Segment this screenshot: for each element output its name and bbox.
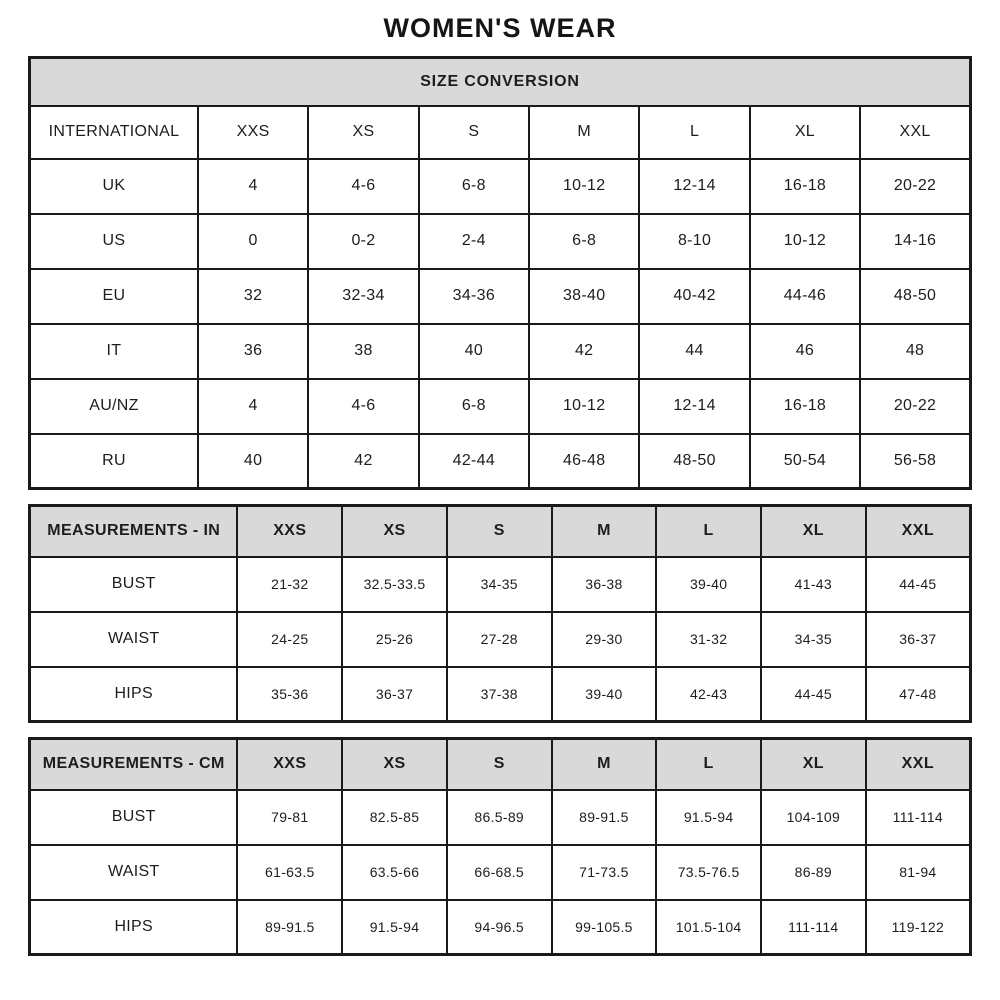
column-header-row	[30, 506, 971, 557]
size-value: 20-22	[860, 159, 970, 214]
row-label: WAIST	[30, 612, 238, 667]
size-value: 73.5-76.5	[656, 845, 761, 900]
size-value: 40	[419, 324, 529, 379]
size-value: 32-34	[308, 269, 418, 324]
size-value: 42	[308, 434, 418, 489]
size-value: 10-12	[529, 159, 639, 214]
size-value: 0-2	[308, 214, 418, 269]
row-label: AU/NZ	[30, 379, 198, 434]
row-label: BUST	[30, 557, 238, 612]
column-header: S	[447, 506, 552, 557]
column-header: S	[447, 739, 552, 790]
column-header: M	[552, 506, 657, 557]
size-value: 50-54	[750, 434, 860, 489]
row-label: IT	[30, 324, 198, 379]
column-header: XXL	[860, 106, 970, 159]
column-header: XL	[761, 739, 866, 790]
column-header: XXS	[237, 739, 342, 790]
size-value: 36-37	[342, 667, 447, 722]
table-row	[30, 790, 971, 845]
column-header: MEASUREMENTS - IN	[30, 506, 238, 557]
row-label: BUST	[30, 790, 238, 845]
column-header: MEASUREMENTS - CM	[30, 739, 238, 790]
table-row	[30, 324, 971, 379]
column-header: XXL	[866, 739, 971, 790]
size-value: 6-8	[529, 214, 639, 269]
size-value: 44-45	[866, 557, 971, 612]
row-label: WAIST	[30, 845, 238, 900]
size-conversion-table	[28, 56, 972, 490]
measurements-in-table	[28, 504, 972, 723]
size-value: 39-40	[656, 557, 761, 612]
size-value: 6-8	[419, 159, 529, 214]
size-value: 81-94	[866, 845, 971, 900]
size-value: 111-114	[761, 900, 866, 955]
size-value: 24-25	[237, 612, 342, 667]
size-value: 89-91.5	[237, 900, 342, 955]
column-header: XS	[308, 106, 418, 159]
column-header: XXS	[237, 506, 342, 557]
size-value: 20-22	[860, 379, 970, 434]
table-row	[30, 667, 971, 722]
table-row	[30, 159, 971, 214]
size-value: 47-48	[866, 667, 971, 722]
measurements-cm-table	[28, 737, 972, 956]
size-value: 16-18	[750, 159, 860, 214]
table-row	[30, 612, 971, 667]
table-row	[30, 379, 971, 434]
size-value: 8-10	[639, 214, 749, 269]
size-value: 48	[860, 324, 970, 379]
size-value: 91.5-94	[342, 900, 447, 955]
size-value: 119-122	[866, 900, 971, 955]
size-value: 89-91.5	[552, 790, 657, 845]
size-value: 39-40	[552, 667, 657, 722]
page-title: WOMEN'S WEAR	[383, 13, 617, 43]
column-header: L	[639, 106, 749, 159]
size-value: 44-45	[761, 667, 866, 722]
size-value: 86-89	[761, 845, 866, 900]
table-row	[30, 900, 971, 955]
size-value: 21-32	[237, 557, 342, 612]
size-value: 12-14	[639, 159, 749, 214]
size-value: 10-12	[529, 379, 639, 434]
size-value: 66-68.5	[447, 845, 552, 900]
size-value: 46	[750, 324, 860, 379]
size-value: 10-12	[750, 214, 860, 269]
row-label: US	[30, 214, 198, 269]
column-header: M	[552, 739, 657, 790]
size-value: 34-36	[419, 269, 529, 324]
size-value: 29-30	[552, 612, 657, 667]
row-label: UK	[30, 159, 198, 214]
size-value: 25-26	[342, 612, 447, 667]
size-value: 14-16	[860, 214, 970, 269]
column-header: M	[529, 106, 639, 159]
size-value: 0	[198, 214, 308, 269]
size-value: 38-40	[529, 269, 639, 324]
size-value: 86.5-89	[447, 790, 552, 845]
size-value: 104-109	[761, 790, 866, 845]
table-row	[30, 434, 971, 489]
column-header: S	[419, 106, 529, 159]
size-value: 4	[198, 159, 308, 214]
size-value: 40	[198, 434, 308, 489]
table-banner: SIZE CONVERSION	[30, 58, 971, 106]
size-value: 44-46	[750, 269, 860, 324]
row-label: HIPS	[30, 900, 238, 955]
size-value: 63.5-66	[342, 845, 447, 900]
size-value: 61-63.5	[237, 845, 342, 900]
size-value: 48-50	[860, 269, 970, 324]
column-header: XL	[750, 106, 860, 159]
table-row	[30, 845, 971, 900]
column-header: XL	[761, 506, 866, 557]
column-header-row	[30, 106, 971, 159]
column-header: L	[656, 506, 761, 557]
size-value: 32	[198, 269, 308, 324]
table-row	[30, 269, 971, 324]
size-value: 38	[308, 324, 418, 379]
size-value: 111-114	[866, 790, 971, 845]
size-value: 71-73.5	[552, 845, 657, 900]
row-label: RU	[30, 434, 198, 489]
size-value: 91.5-94	[656, 790, 761, 845]
size-value: 40-42	[639, 269, 749, 324]
size-value: 41-43	[761, 557, 866, 612]
column-header: INTERNATIONAL	[30, 106, 198, 159]
column-header: XXS	[198, 106, 308, 159]
size-value: 12-14	[639, 379, 749, 434]
size-value: 42-43	[656, 667, 761, 722]
column-header: XS	[342, 506, 447, 557]
size-value: 99-105.5	[552, 900, 657, 955]
row-label: EU	[30, 269, 198, 324]
table-banner-row	[30, 58, 971, 106]
size-value: 48-50	[639, 434, 749, 489]
column-header: XXL	[866, 506, 971, 557]
size-value: 27-28	[447, 612, 552, 667]
size-value: 32.5-33.5	[342, 557, 447, 612]
size-value: 79-81	[237, 790, 342, 845]
column-header: L	[656, 739, 761, 790]
size-value: 36-37	[866, 612, 971, 667]
size-value: 56-58	[860, 434, 970, 489]
size-value: 34-35	[761, 612, 866, 667]
size-value: 42-44	[419, 434, 529, 489]
row-label: HIPS	[30, 667, 238, 722]
size-value: 4	[198, 379, 308, 434]
size-value: 4-6	[308, 159, 418, 214]
size-value: 35-36	[237, 667, 342, 722]
size-value: 2-4	[419, 214, 529, 269]
size-value: 42	[529, 324, 639, 379]
size-value: 101.5-104	[656, 900, 761, 955]
size-value: 36-38	[552, 557, 657, 612]
size-value: 94-96.5	[447, 900, 552, 955]
table-row	[30, 214, 971, 269]
size-value: 31-32	[656, 612, 761, 667]
size-value: 4-6	[308, 379, 418, 434]
column-header: XS	[342, 739, 447, 790]
size-value: 82.5-85	[342, 790, 447, 845]
size-value: 34-35	[447, 557, 552, 612]
size-value: 6-8	[419, 379, 529, 434]
table-row	[30, 557, 971, 612]
size-value: 36	[198, 324, 308, 379]
size-value: 16-18	[750, 379, 860, 434]
size-value: 37-38	[447, 667, 552, 722]
size-value: 46-48	[529, 434, 639, 489]
size-value: 44	[639, 324, 749, 379]
column-header-row	[30, 739, 971, 790]
